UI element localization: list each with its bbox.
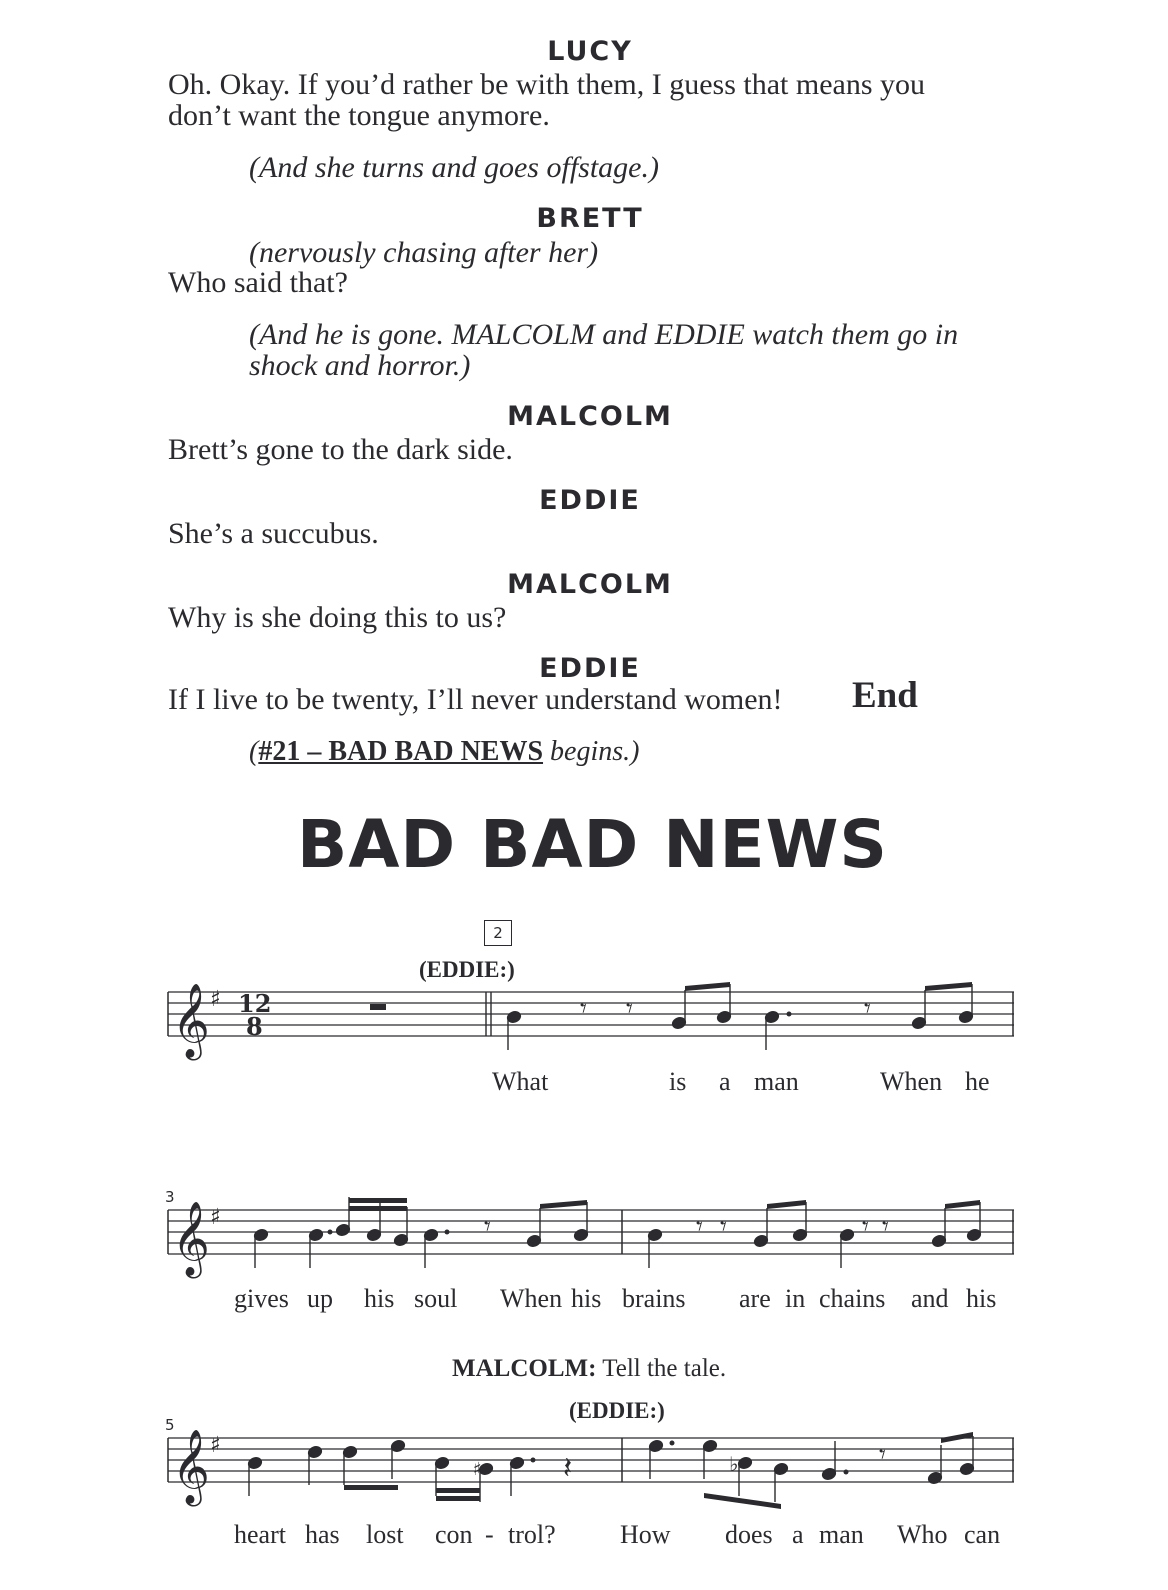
beam — [925, 982, 972, 991]
key-signature-sharp-icon: ♯ — [210, 1433, 221, 1458]
quarter-rest-icon: 𝄽 — [563, 1451, 573, 1486]
stage-direction: shock and horror.) — [249, 349, 471, 382]
beam — [767, 1200, 806, 1209]
beam — [344, 1485, 398, 1490]
lyric-syllable: does — [725, 1520, 773, 1549]
character-name: MALCOLM — [507, 401, 673, 432]
lyric-syllable: man — [819, 1520, 864, 1549]
augmentation-dot — [787, 1012, 792, 1017]
key-signature-sharp-icon: ♯ — [210, 987, 221, 1012]
lyric-syllable: and — [911, 1284, 949, 1313]
lyric-syllable: has — [305, 1520, 340, 1549]
lyric-syllable: he — [965, 1067, 990, 1096]
beam — [941, 1432, 973, 1443]
beam — [349, 1198, 407, 1203]
lyric-syllable: in — [785, 1284, 806, 1313]
lyric-syllable: his — [571, 1284, 602, 1313]
lyric-syllable: soul — [414, 1284, 458, 1313]
eighth-rest-icon: 𝄾 — [720, 1212, 727, 1242]
lyric-syllable: is — [669, 1067, 687, 1096]
measure-number: 5 — [165, 1416, 175, 1434]
beam — [685, 982, 730, 991]
dialogue-line: Why is she doing this to us? — [168, 601, 507, 634]
lyric-syllable: When — [500, 1284, 563, 1313]
lyric-syllable: a — [719, 1067, 731, 1096]
lyric-syllable: What — [492, 1067, 549, 1096]
end-marker: End — [852, 675, 918, 716]
lyric-syllable: up — [307, 1284, 333, 1313]
beam — [436, 1488, 480, 1493]
eighth-rest-icon: 𝄾 — [879, 1440, 886, 1470]
lyric-syllable: heart — [234, 1520, 286, 1549]
key-signature-sharp-icon: ♯ — [210, 1205, 221, 1230]
lyric-syllable: gives — [234, 1284, 289, 1313]
measure-number: 3 — [165, 1188, 175, 1206]
rehearsal-mark: 2 — [484, 920, 512, 946]
cue-open: ( — [249, 736, 259, 767]
cue-begins: begins.) — [543, 736, 640, 767]
lyric-syllable: man — [754, 1067, 799, 1096]
augmentation-dot — [844, 1470, 849, 1475]
stage-direction: (And he is gone. MALCOLM and EDDIE watch them go in — [249, 318, 959, 351]
lyric-syllable: How — [620, 1520, 671, 1549]
character-name: LUCY — [547, 36, 633, 67]
eighth-rest-icon: 𝄾 — [862, 1212, 869, 1242]
time-signature-top: 12 — [238, 989, 272, 1018]
dialogue-line: Oh. Okay. If you’d rather be with them, I guess that means you — [168, 68, 926, 101]
lyric-syllable: brains — [622, 1284, 686, 1313]
character-name: MALCOLM — [507, 569, 673, 600]
whole-rest — [370, 1004, 386, 1010]
dialogue-line: Brett’s gone to the dark side. — [168, 433, 513, 466]
eighth-rest-icon: 𝄾 — [626, 994, 633, 1024]
lyric-syllable: trol? — [508, 1520, 556, 1549]
cue-song-title: #21 – BAD BAD NEWS — [258, 736, 544, 767]
beam — [704, 1493, 781, 1509]
character-name: BRETT — [536, 203, 644, 234]
lyric-syllable: his — [364, 1284, 395, 1313]
character-name: EDDIE — [539, 653, 641, 684]
lyric-syllable: can — [964, 1520, 1001, 1549]
lyric-syllable: a — [792, 1520, 804, 1549]
treble-clef-icon: 𝄞 — [172, 984, 210, 1058]
spoken-speaker: MALCOLM: — [452, 1355, 597, 1382]
dialogue-line: Who said that? — [168, 266, 348, 299]
sharp-accidental-icon: ♯ — [473, 1459, 482, 1480]
song-title: BAD BAD NEWS — [297, 806, 888, 883]
lyric-syllable: his — [966, 1284, 997, 1313]
treble-clef-icon: 𝄞 — [172, 1430, 210, 1504]
eighth-rest-icon: 𝄾 — [484, 1212, 491, 1242]
character-name: EDDIE — [539, 485, 641, 516]
lyric-syllable: are — [739, 1284, 771, 1313]
eighth-rest-icon: 𝄾 — [580, 994, 587, 1024]
augmentation-dot — [328, 1230, 333, 1235]
augmentation-dot — [445, 1230, 450, 1235]
lyric-syllable: When — [880, 1067, 943, 1096]
singer-label: (EDDIE:) — [419, 957, 515, 982]
eighth-rest-icon: 𝄾 — [696, 1212, 703, 1242]
singer-label: (EDDIE:) — [569, 1398, 665, 1423]
dialogue-line: don’t want the tongue anymore. — [168, 99, 550, 132]
treble-clef-icon: 𝄞 — [172, 1202, 210, 1276]
beam — [945, 1200, 980, 1209]
eighth-rest-icon: 𝄾 — [882, 1212, 889, 1242]
augmentation-dot — [670, 1441, 675, 1446]
dialogue-line: She’s a succubus. — [168, 517, 379, 550]
stage-direction: (nervously chasing after her) — [249, 236, 599, 269]
dialogue-line: If I live to be twenty, I’ll never understand women! — [168, 683, 783, 716]
eighth-rest-icon: 𝄾 — [864, 994, 871, 1024]
lyric-syllable: - — [485, 1520, 494, 1549]
time-signature-bottom: 8 — [246, 1012, 263, 1041]
spoken-text: Tell the tale. — [596, 1355, 727, 1382]
lyric-syllable: chains — [819, 1284, 886, 1313]
lyric-syllable: lost — [366, 1520, 404, 1549]
beam — [436, 1496, 480, 1501]
flat-accidental-icon: ♭ — [729, 1452, 739, 1476]
beam — [540, 1200, 587, 1209]
lyric-syllable: con — [435, 1520, 473, 1549]
beam — [349, 1206, 407, 1211]
augmentation-dot — [531, 1458, 536, 1463]
lyric-syllable: Who — [897, 1520, 948, 1549]
stage-direction: (And she turns and goes offstage.) — [249, 151, 659, 184]
